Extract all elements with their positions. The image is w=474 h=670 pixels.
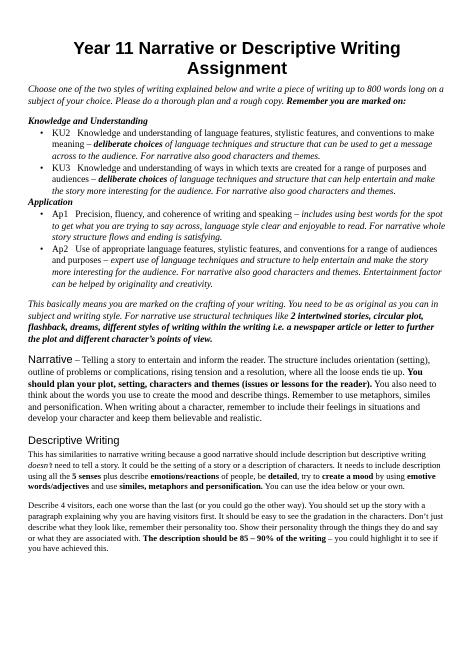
text-run-bold: emotions/reactions <box>150 470 220 481</box>
criterion-code: Ap1 <box>52 209 69 220</box>
intro-text: Choose one of the two styles of writing explained below and write a piece of writing up to 800 words long on a subject of your choice. Please do a thorough plan and a rough copy. <box>28 85 444 107</box>
text-run: need to tell a story. It could be the setting of a story or a description of characters. It needs to include description using all the <box>28 459 441 481</box>
text-run: plus describe <box>101 470 151 481</box>
text-run: of people, be <box>219 470 268 481</box>
text-run: by using <box>373 470 407 481</box>
narrative-heading: Narrative <box>28 354 73 367</box>
descriptive-paragraph-2 <box>28 500 446 554</box>
application-list <box>28 210 446 291</box>
criterion-tail: of language techniques and structure that can help entertain and make the story more interesting for the audience. For narrative also good characters and themes. <box>52 175 435 197</box>
list-item-ap2 <box>40 245 446 291</box>
list-item-ku3 <box>40 164 446 199</box>
text-run: and use <box>89 481 120 492</box>
text-run-bold: detailed <box>267 470 298 481</box>
narrative-emphasis: You should plan your plot, setting, characters and themes (issues or lessons for the reader). <box>28 368 423 390</box>
intro-paragraph <box>28 85 446 108</box>
criterion-text: Knowledge and understanding of ways in which texts are created for a range of purposes and audiences – <box>52 163 427 186</box>
narrative-text: – Telling a story to entertain and inform the reader. The structure includes orientation (setting), outline of problems or complications, rising tension and a resolution, where all the loose ends tie up. <box>28 356 431 379</box>
text-run-bold: emotive words/adjectives <box>28 470 436 492</box>
text-run-bold: create a mood <box>321 470 374 481</box>
bullet-icon: • <box>40 209 44 220</box>
criterion-text: Precision, fluency, and coherence of writing and speaking – <box>75 209 302 220</box>
text-run: , try to <box>297 470 322 481</box>
narrative-tail: You also need to think about the words you use to create the mood and describe things. Remember to use metaphors, similes and personification. When writing about a character, remember to include their feelings in situations and develop your character and keep them believable and realistic. <box>28 379 437 425</box>
text-run: You can use the idea below or your own. <box>262 481 405 492</box>
text-run: Describe 4 visitors, each one worse than the last (or you could go the other way). You should set up the story with a paragraph explaining why you are having visitors first. It should be easy to see the gradation in the characters. Don’t just describe what they look like, remember their personality too. Show their personality through the things they do and say or what they are associated with. <box>28 500 444 543</box>
criterion-code: KU2 <box>52 128 71 139</box>
criterion-code: KU3 <box>52 163 71 174</box>
bullet-icon: • <box>40 128 44 139</box>
list-item-ku2 <box>40 129 446 164</box>
descriptive-heading: Descriptive Writing <box>28 435 120 448</box>
criterion-text: Use of appropriate language features, stylistic features, and conventions for a range of audiences and purposes – <box>52 244 438 267</box>
criterion-code: Ap2 <box>52 244 69 255</box>
narrative-paragraph <box>28 355 446 426</box>
text-run-italic: doesn’t <box>28 459 53 470</box>
page-title: Year 11 Narrative or Descriptive Writing Assignment <box>73 38 401 78</box>
criterion-emphasis: deliberate choices <box>98 175 168 186</box>
text-run: – you could highlight it to see if you have achieved this. <box>28 532 439 554</box>
bullet-icon: • <box>40 163 44 174</box>
list-item-ap1 <box>40 210 446 245</box>
text-run-bold: similes, metaphors and personification. <box>119 481 263 492</box>
text-run: This has similarities to narrative writing because a good narrative should include description but descriptive writing <box>28 449 426 460</box>
text-run-bold: 5 senses <box>72 470 102 481</box>
bullet-icon: • <box>40 244 44 255</box>
summary-emphasis: 2 intertwined stories, circular plot, flashback, dreams, different styles of writing within the writing i.e. a newspaper article or letter to further the plot and different character’s points of view. <box>28 311 435 345</box>
intro-emphasis: Remember you are marked on: <box>286 96 407 107</box>
criterion-tail: expert use of language techniques and structure to help entertain and make the story more interesting for the audience. For narrative also good characters and themes. Entertainment factor can be helped by originality and creativity. <box>52 256 442 290</box>
summary-text: This basically means you are marked on the crafting of your writing. You need to be as original as you can in subject and writing style. For narrative use structural techniques like <box>28 300 439 322</box>
knowledge-heading: Knowledge and Understanding <box>28 117 148 128</box>
criterion-tail: includes using best words for the spot to get what you are trying to say across, language style clear and enjoyable to read. For narrative whole story structure flows and ending is satisfying. <box>52 209 446 244</box>
descriptive-paragraph-1 <box>28 449 446 492</box>
criterion-emphasis: deliberate choices <box>93 140 163 151</box>
summary-paragraph <box>28 300 446 346</box>
knowledge-list <box>28 129 446 199</box>
criterion-tail: of language techniques and structure that can be used to get a message across to the audience. For narrative also good characters and themes. <box>52 140 433 162</box>
criterion-text: Knowledge and understanding of language features, stylistic features, and conventions to make meaning – <box>52 128 435 151</box>
application-heading: Application <box>28 198 73 209</box>
text-run-bold: The description should be 85 – 90% of the writing <box>142 532 326 543</box>
